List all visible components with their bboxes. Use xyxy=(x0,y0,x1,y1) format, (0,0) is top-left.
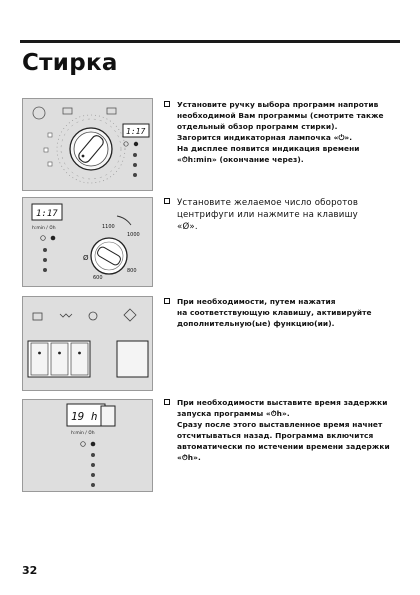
instruction-step-1 xyxy=(164,100,402,165)
delay-timer-illustration xyxy=(23,400,152,491)
top-rule xyxy=(20,40,400,43)
step-text-line: автоматически по истечении времени задержки xyxy=(177,441,390,451)
step-text-line: необходимой Вам программы (смотрите также xyxy=(177,110,384,120)
delay-button[interactable] xyxy=(101,406,115,426)
checkbox-bullet-icon xyxy=(164,198,170,204)
instruction-step-2 xyxy=(164,197,402,233)
instruction-step-3 xyxy=(164,297,402,330)
step-text-line: На дисплее появится индикация времени xyxy=(177,143,360,153)
power-icon xyxy=(41,236,46,241)
display-readout: 1:17 xyxy=(36,209,58,219)
indicator-lamp xyxy=(51,236,56,241)
option-button[interactable] xyxy=(31,343,48,375)
step-text-line: отдельный обзор программ стирки). xyxy=(177,121,338,131)
step-text-line: Установите ручку выбора программ напротив xyxy=(177,100,379,109)
panel-program-selector xyxy=(22,98,153,191)
page-number: 32 xyxy=(22,564,38,577)
prewash-icon xyxy=(33,313,42,320)
step-text-line: дополнительную(ые) функцию(ии). xyxy=(177,318,335,328)
indicator-lamp xyxy=(91,442,96,447)
start-button[interactable] xyxy=(117,341,148,377)
delay-display-readout: 19 h xyxy=(71,410,98,423)
step-text-line: «Ø». xyxy=(177,222,198,232)
step-text-line: При необходимости, путем нажатия xyxy=(177,297,336,306)
intensive-icon xyxy=(60,314,72,317)
speed-label: 1000 xyxy=(127,232,140,238)
checkbox-bullet-icon xyxy=(164,399,170,405)
spin-speed-illustration xyxy=(23,198,152,286)
step-text-line: «⏱h». xyxy=(177,452,201,462)
option-button[interactable] xyxy=(71,343,88,375)
option-button[interactable] xyxy=(51,343,68,375)
step-text-line: отсчитываться назад. Программа включится xyxy=(177,430,374,440)
program-selector-illustration xyxy=(23,99,152,190)
speed-label: 800 xyxy=(127,268,137,274)
step-text-line: «⏱h:min» (окончание через). xyxy=(177,154,304,164)
checkbox-bullet-icon xyxy=(164,298,170,304)
step-text-line: запуска программы «⏱h». xyxy=(177,408,290,418)
step-text-line: Установите желаемое число оборотов xyxy=(177,198,359,208)
step-text-line: на соответствующую клавишу, активируйте xyxy=(177,307,372,317)
page-title: Стирка xyxy=(22,50,118,76)
step-text-line: При необходимости выставите время задержки xyxy=(177,398,388,407)
checkbox-bullet-icon xyxy=(164,101,170,107)
time-unit-label: h:min / ⏱h xyxy=(71,431,95,436)
step-text-line: Сразу после этого выставленное время начнет xyxy=(177,419,383,429)
display-readout: 1:17 xyxy=(126,127,146,136)
step-text-line: центрифуги или нажмите на клавишу xyxy=(177,210,358,220)
speed-label: 600 xyxy=(93,275,103,281)
panel-spin-speed xyxy=(22,197,153,287)
start-icon xyxy=(124,309,136,321)
time-unit-label: h:min / ⏱h xyxy=(32,226,56,231)
no-spin-icon: Ø xyxy=(83,254,89,262)
step-text-line: Загорится индикаторная лампочка «⏻». xyxy=(177,132,353,142)
panel-option-buttons xyxy=(22,296,153,391)
panel-delay-timer xyxy=(22,399,153,492)
easy-iron-icon xyxy=(89,312,97,320)
option-buttons-illustration xyxy=(23,297,152,390)
speed-label: 1100 xyxy=(102,224,115,230)
power-icon xyxy=(81,442,86,447)
instruction-step-4 xyxy=(164,398,402,463)
